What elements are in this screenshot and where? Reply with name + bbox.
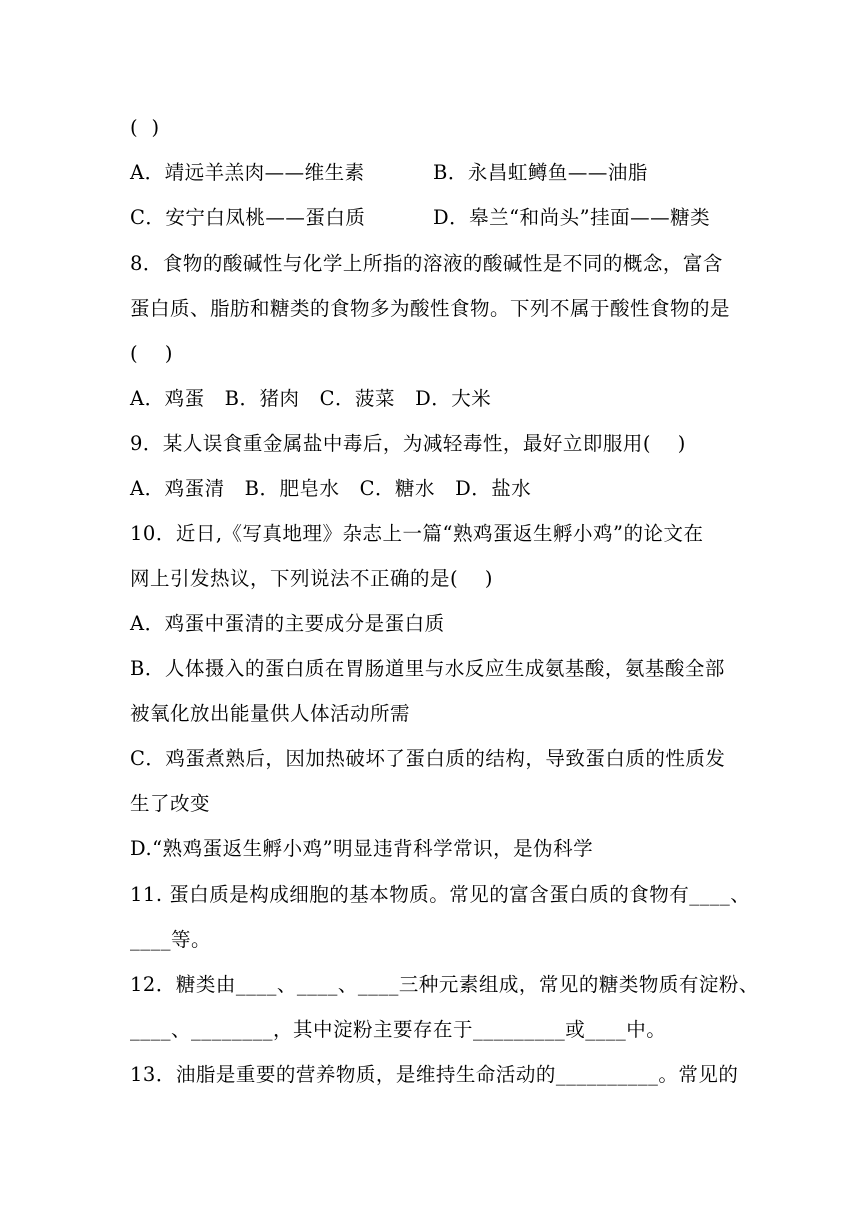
q9-options: A．鸡蛋清 B．肥皂水 C．糖水 D．盐水: [130, 477, 532, 500]
q12-text-line-1: 12．糖类由____、____、____三种元素组成，常见的糖类物质有淀粉、: [130, 973, 759, 996]
q10-option-c-line-2: 生了改变: [130, 792, 211, 815]
q8-text-line-1: 8．食物的酸碱性与化学上所指的溶液的酸碱性是不同的概念，富含: [130, 252, 723, 275]
q7-paren: ( ): [130, 116, 160, 139]
q10-text-line-1: 10．近日,《写真地理》杂志上一篇“熟鸡蛋返生孵小鸡”的论文在: [130, 522, 704, 545]
q12-text-line-2: ____、________，其中淀粉主要存在于_________或____中。: [130, 1018, 667, 1041]
q8-text-line-2: 蛋白质、脂肪和糖类的食物多为酸性食物。下列不属于酸性食物的是: [130, 297, 731, 320]
q9-text: 9．某人误食重金属盐中毒后，为减轻毒性，最好立即服用( ): [130, 432, 686, 455]
q10-option-b-line-1: B．人体摄入的蛋白质在胃肠道里与水反应生成氨基酸，氨基酸全部: [130, 657, 725, 680]
q7-option-d: D．皋兰“和尚头”挂面——糖类: [433, 206, 711, 229]
q7-option-a: A．靖远羊羔肉——维生素: [130, 161, 365, 184]
q10-option-d: D.“熟鸡蛋返生孵小鸡”明显违背科学常识，是伪科学: [130, 837, 594, 860]
q11-text-line-2: ____等。: [130, 928, 212, 951]
q10-option-a: A．鸡蛋中蛋清的主要成分是蛋白质: [130, 612, 445, 635]
q7-option-b: B．永昌虹鳟鱼——油脂: [433, 161, 648, 184]
q10-option-c-line-1: C．鸡蛋煮熟后，因加热破坏了蛋白质的结构，导致蛋白质的性质发: [130, 747, 726, 770]
q10-option-b-line-2: 被氧化放出能量供人体活动所需: [130, 702, 411, 725]
q8-options: A．鸡蛋 B．猪肉 C．菠菜 D．大米: [130, 387, 492, 410]
q10-text-line-2: 网上引发热议，下列说法不正确的是( ): [130, 567, 494, 590]
q7-option-c: C．安宁白凤桃——蛋白质: [130, 206, 366, 229]
q13-text-line-1: 13．油脂是重要的营养物质，是维持生命活动的__________。常见的: [130, 1063, 739, 1086]
q8-paren: ( ): [130, 342, 174, 365]
q11-text-line-1: 11. 蛋白质是构成细胞的基本物质。常见的富含蛋白质的食物有____、: [130, 883, 751, 906]
